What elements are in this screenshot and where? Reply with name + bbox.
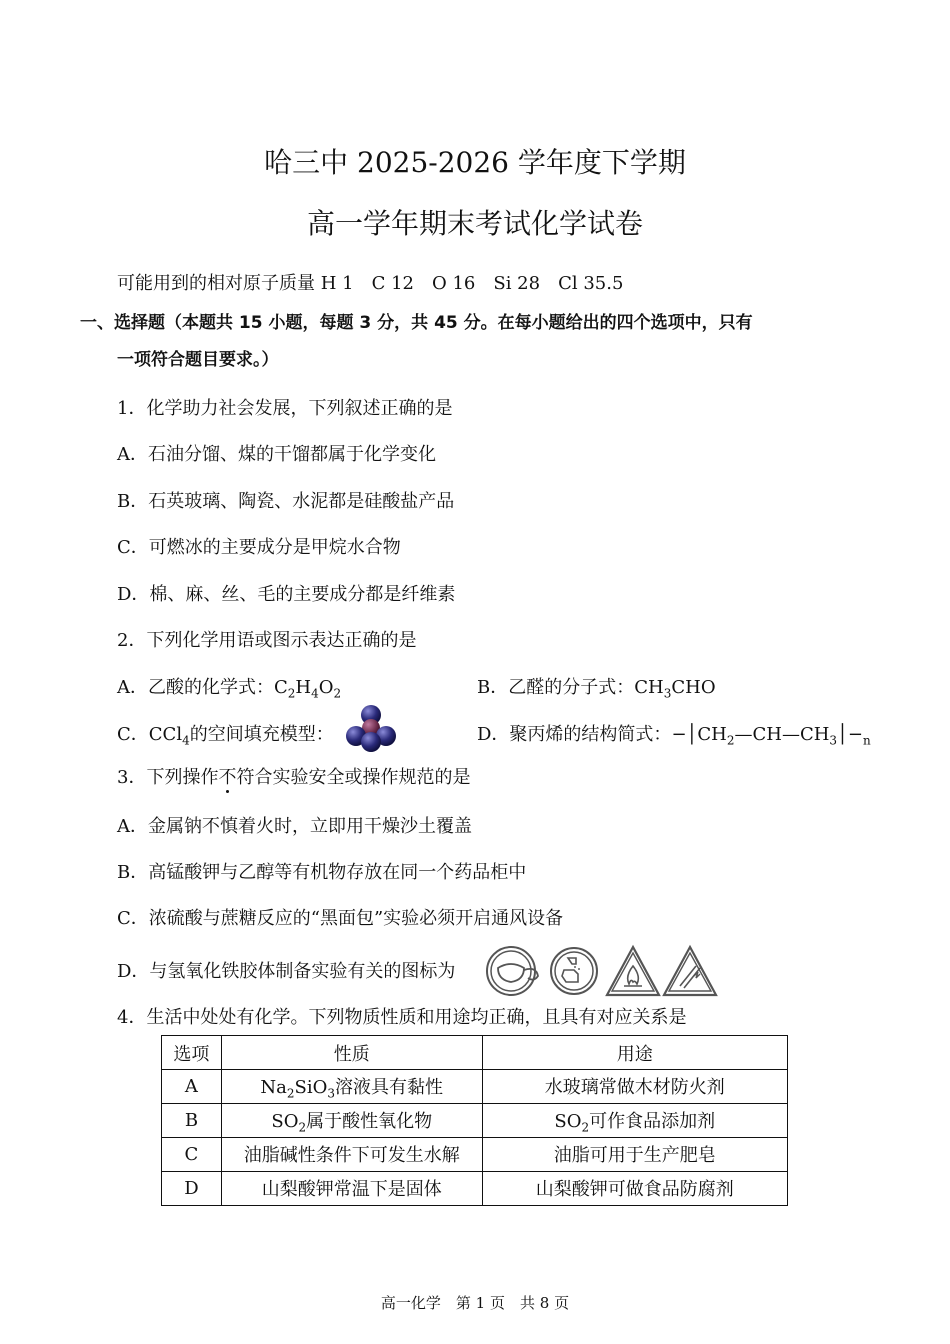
q2-option-a [117, 677, 341, 705]
row-option: A [162, 1070, 222, 1104]
q1-option-b: B．石英玻璃、陶瓷、水泥都是硅酸盐产品 [117, 491, 455, 512]
relative-atomic-masses: 可能用到的相对原子质量 H 1 C 12 O 16 Si 28 Cl 35.5 [117, 273, 624, 294]
row-use: $SO_2$可作食品添加剂 [482, 1104, 787, 1138]
exam-title-line1: 哈三中 2025-2026 学年度下学期 [264, 146, 686, 179]
row-use: 山梨酸钾可做食品防腐剂 [482, 1172, 787, 1206]
q2-option-c [117, 724, 334, 752]
heating-beaker-icon [484, 944, 542, 998]
q3-stem-pre: 3．下列操作 [117, 767, 219, 788]
q1-option-a: A．石油分馏、煤的干馏都属于化学变化 [117, 444, 436, 465]
q2-option-a-label: A．乙酸的化学式： [117, 677, 274, 698]
table-row [162, 1104, 788, 1138]
fire-hazard-icon [605, 944, 661, 998]
ccl4-space-filling-model-icon [344, 703, 398, 753]
table-row [162, 1172, 788, 1206]
q4-table [161, 1035, 788, 1206]
q3-option-a: A．金属钠不慎着火时，立即用干燥沙土覆盖 [117, 816, 472, 837]
row-option: B [162, 1104, 222, 1138]
q2-option-d [477, 724, 871, 752]
q1-stem: 1．化学助力社会发展，下列叙述正确的是 [117, 398, 453, 419]
table-row [162, 1138, 788, 1172]
header-use: 用途 [482, 1036, 787, 1070]
q2-option-c-sub: 4 [182, 733, 190, 748]
row-use: 水玻璃常做木材防火剂 [482, 1070, 787, 1104]
electric-hazard-icon [662, 944, 718, 998]
q1-option-d: D．棉、麻、丝、毛的主要成分都是纤维素 [117, 584, 456, 605]
q3-stem-emphasis: 不 [218, 767, 237, 788]
q3-option-c: C．浓硫酸与蔗糖反应的“黑面包”实验必须开启通风设备 [117, 908, 564, 929]
exam-title-line2: 高一学年期末考试化学试卷 [306, 207, 643, 240]
polypropylene-formula: $-│CH_2—CH—CH_3│-$ [671, 724, 863, 748]
row-property: 山梨酸钾常温下是固体 [221, 1172, 482, 1206]
q2-stem: 2．下列化学用语或图示表达正确的是 [117, 630, 417, 651]
q3-option-b: B．高锰酸钾与乙醇等有机物存放在同一个药品柜中 [117, 862, 527, 883]
q3-option-d: D．与氢氧化铁胶体制备实验有关的图标为 [117, 961, 456, 982]
section1-heading-cont: 一项符合题目要求。） [117, 350, 279, 370]
polymer-n: n [862, 733, 871, 748]
q2-option-c-prefix: C．CCl [117, 724, 183, 745]
q2-option-b [477, 677, 716, 705]
acetaldehyde-formula: $CH_3CHO$ [634, 677, 716, 701]
q4-stem: 4．生活中处处有化学。下列物质性质和用途均正确，且具有对应关系是 [117, 1007, 687, 1028]
section1-heading: 一、选择题（本题共 15 小题，每题 3 分，共 45 分。在每小题给出的四个选项中，只有 [80, 313, 753, 333]
q2-option-d-label: D．聚丙烯的结构简式： [477, 724, 672, 745]
row-property: $Na_2SiO_3$溶液具有黏性 [221, 1070, 482, 1104]
row-use: 油脂可用于生产肥皂 [482, 1138, 787, 1172]
page-footer: 高一化学 第 1 页 共 8 页 [380, 1294, 570, 1312]
q3-stem [117, 767, 470, 789]
q1-option-c: C．可燃冰的主要成分是甲烷水合物 [117, 537, 401, 558]
q3-stem-post: 符合实验安全或操作规范的是 [236, 767, 471, 788]
q2-option-c-label: 的空间填充模型： [189, 724, 334, 745]
acetic-acid-formula: $C_2H_4O_2$ [274, 677, 342, 701]
table-row [162, 1070, 788, 1104]
row-option: C [162, 1138, 222, 1172]
header-option: 选项 [162, 1036, 222, 1070]
q2-option-b-label: B．乙醛的分子式： [477, 677, 635, 698]
table-header-row [162, 1036, 788, 1070]
row-property: 油脂碱性条件下可发生水解 [221, 1138, 482, 1172]
header-property: 性质 [221, 1036, 482, 1070]
row-option: D [162, 1172, 222, 1206]
hand-wash-icon [548, 944, 600, 998]
row-property: $SO_2$属于酸性氧化物 [221, 1104, 482, 1138]
